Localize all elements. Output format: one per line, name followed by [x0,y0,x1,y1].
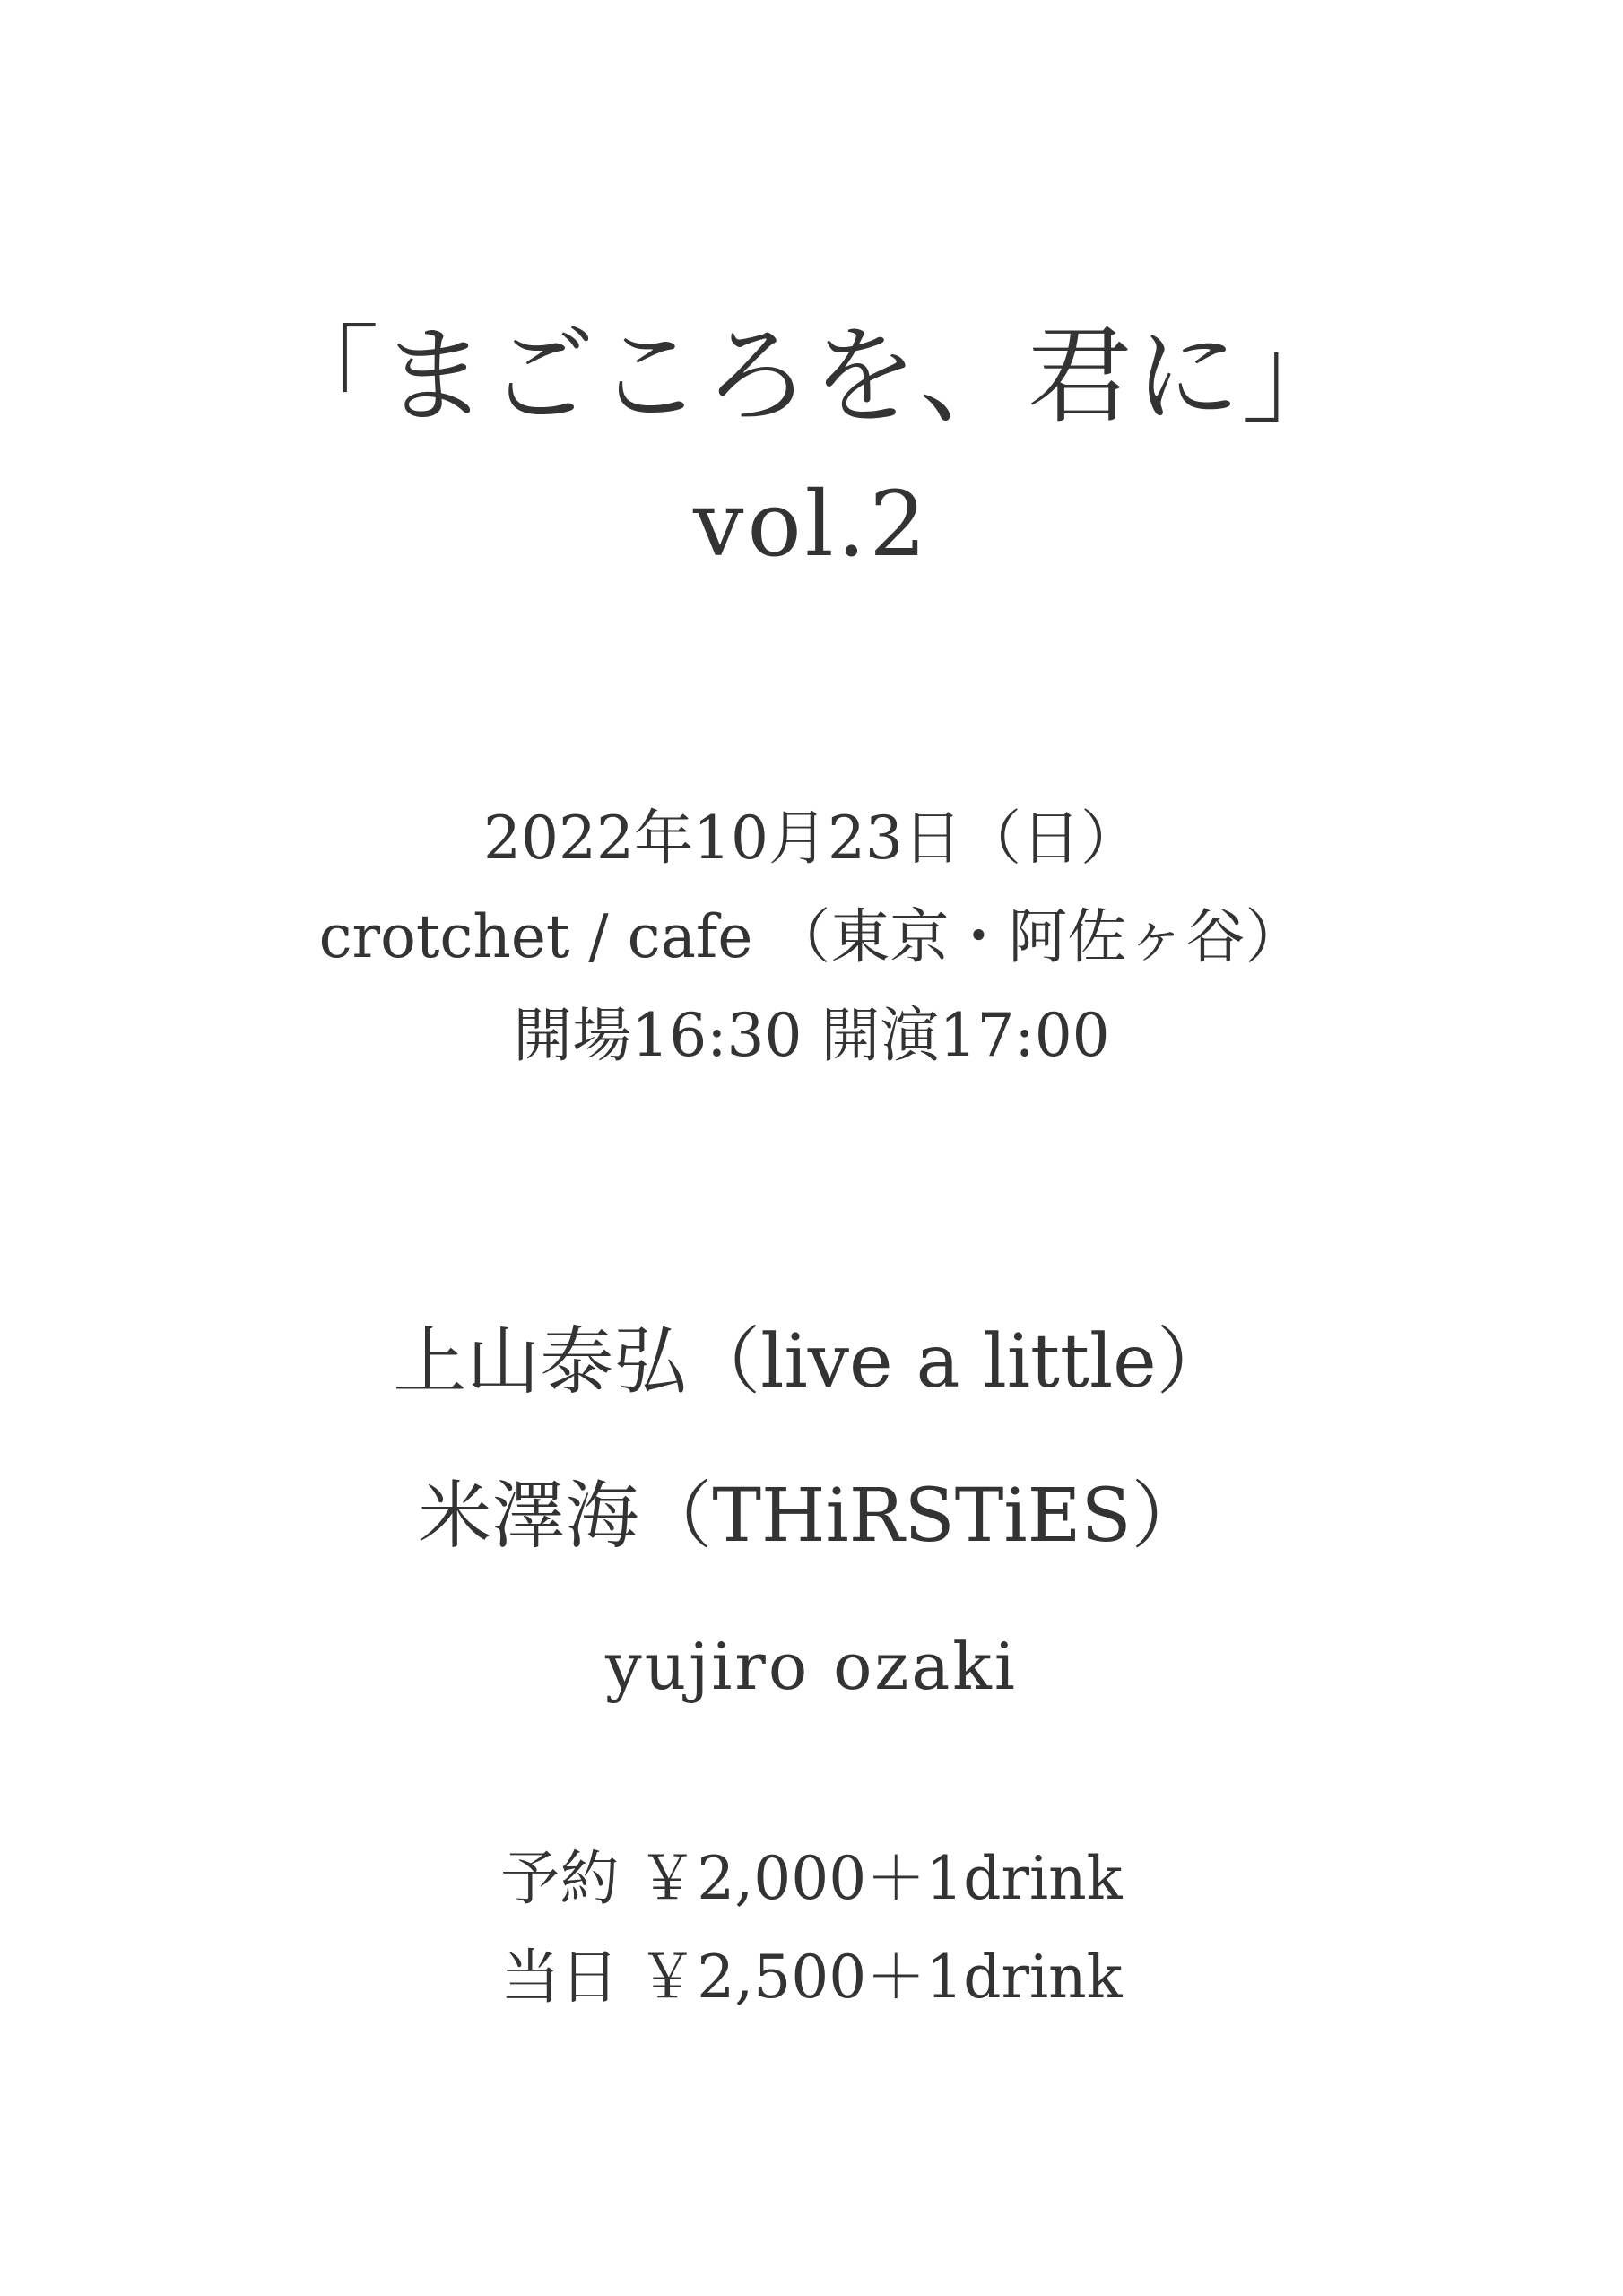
performer-2: 米澤海（THiRSTiES） [418,1474,1205,1559]
event-volume: vol.2 [692,472,931,577]
event-time: 開場16:30 開演17:00 [513,1001,1110,1070]
event-title: 「まごころを、君に」 [273,314,1350,438]
performer-3: yujiro ozaki [605,1629,1018,1704]
performer-1: 上山泰弘（live a little） [393,1319,1230,1405]
ticket-price-door: 当日 ￥2,500＋1drink [500,1943,1123,2012]
event-venue: crotchet / cafe （東京・阿佐ヶ谷） [318,902,1305,971]
ticket-price-advance: 予約 ￥2,000＋1drink [500,1844,1123,1913]
event-date: 2022年10月23日（日） [483,804,1140,873]
